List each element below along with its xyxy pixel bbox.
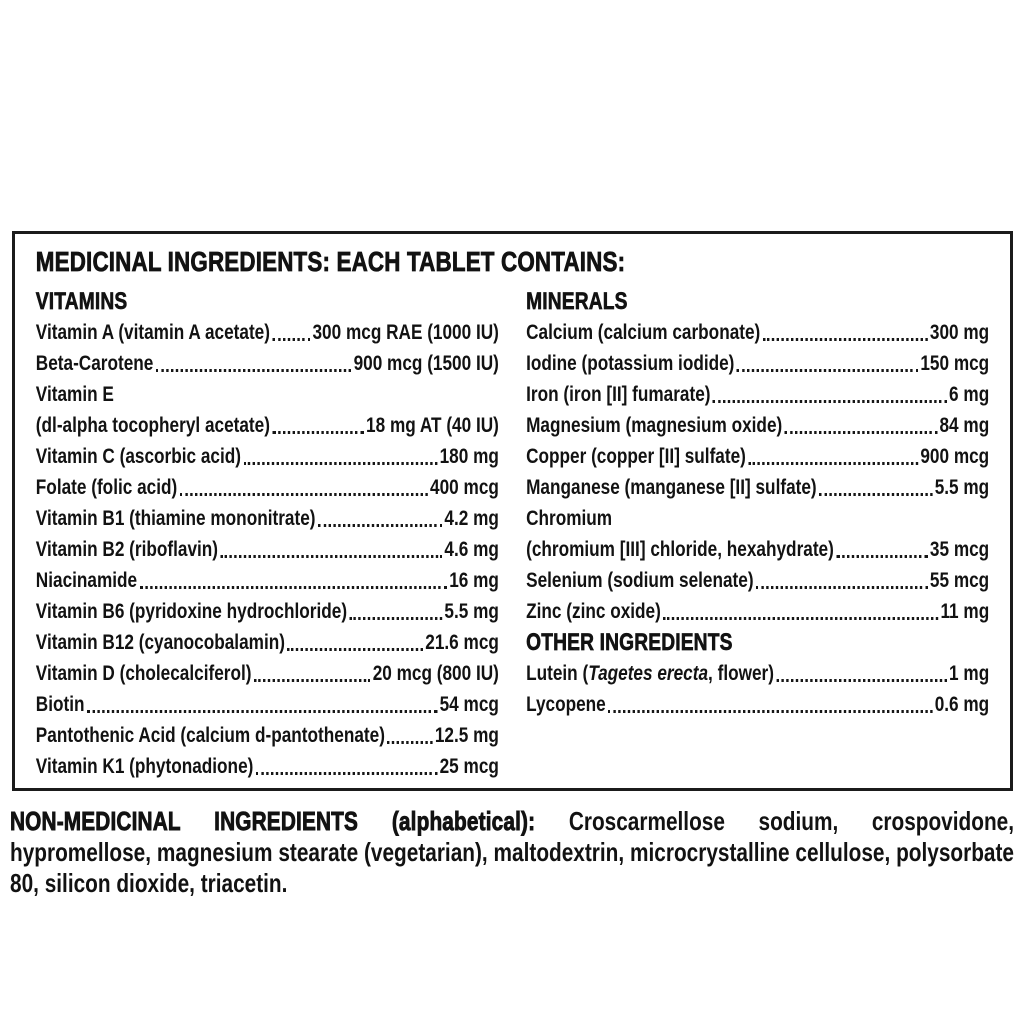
dot-leader bbox=[785, 431, 937, 434]
non-medicinal-heading: NON-MEDICINAL INGREDIENTS (alphabetical): bbox=[10, 806, 536, 836]
dot-leader bbox=[387, 741, 432, 744]
ingredient-name: Iodine (potassium iodide) bbox=[526, 351, 735, 375]
ingredient-amount: 4.2 mg bbox=[444, 506, 499, 530]
ingredient-row bbox=[526, 348, 989, 379]
ingredient-name: Selenium (sodium selenate) bbox=[526, 568, 754, 592]
ingredient-name: (chromium [III] chloride, hexahydrate) bbox=[526, 537, 834, 561]
vitamins-header: VITAMINS bbox=[35, 288, 128, 315]
other-ingredients-header: OTHER INGREDIENTS bbox=[526, 629, 733, 656]
ingredient-row bbox=[36, 317, 499, 348]
ingredient-name: Iron (iron [II] fumarate) bbox=[526, 382, 711, 406]
ingredient-amount: 35 mcg bbox=[929, 537, 990, 561]
ingredient-row bbox=[526, 534, 989, 565]
ingredient-row bbox=[36, 565, 499, 596]
ingredient-row bbox=[526, 379, 989, 410]
ingredient-amount: 150 mcg bbox=[920, 351, 990, 375]
ingredient-name: Folate (folic acid) bbox=[35, 475, 178, 499]
ingredient-row bbox=[526, 441, 989, 472]
ingredient-name: Vitamin B2 (riboflavin) bbox=[35, 537, 219, 561]
ingredient-amount: 54 mcg bbox=[439, 692, 499, 716]
ingredient-name: (dl-alpha tocopheryl acetate) bbox=[35, 413, 270, 437]
ingredient-amount: 6 mg bbox=[949, 382, 990, 406]
ingredient-name: Vitamin B1 (thiamine mononitrate) bbox=[35, 506, 316, 530]
ingredient-amount: 300 mcg RAE (1000 IU) bbox=[312, 320, 499, 344]
dot-leader bbox=[318, 524, 442, 527]
dot-leader bbox=[776, 679, 946, 682]
dot-leader bbox=[756, 586, 928, 589]
dot-leader bbox=[243, 462, 437, 465]
ingredient-amount: 180 mg bbox=[439, 444, 499, 468]
ingredient-name: Vitamin E bbox=[35, 382, 114, 406]
ingredient-row bbox=[36, 379, 499, 410]
ingredient-amount: 25 mcg bbox=[439, 754, 499, 778]
non-medicinal-text: Croscarmellose sodium, crospovidone, hypromellose, magnesium stearate (vegetarian), maltodextrin, microcrystalline cellulose, polysorbate 80, silicon dioxide, triacetin. bbox=[10, 806, 1014, 898]
dot-leader bbox=[256, 772, 437, 775]
dot-leader bbox=[713, 400, 947, 403]
ingredient-amount: 16 mg bbox=[449, 568, 499, 592]
ingredient-row bbox=[36, 627, 499, 658]
dot-leader bbox=[748, 462, 918, 465]
ingredient-amount: 0.6 mg bbox=[934, 692, 990, 716]
ingredient-name: Vitamin B6 (pyridoxine hydrochloride) bbox=[35, 599, 348, 623]
dot-leader bbox=[254, 679, 370, 682]
ingredient-amount: 4.6 mg bbox=[444, 537, 499, 561]
ingredient-amount: 20 mcg (800 IU) bbox=[372, 661, 499, 685]
ingredient-row bbox=[36, 751, 499, 782]
ingredient-name: Vitamin A (vitamin A acetate) bbox=[35, 320, 270, 344]
ingredient-row bbox=[36, 534, 499, 565]
ingredient-amount: 1 mg bbox=[949, 661, 990, 685]
column-vitamins bbox=[36, 286, 499, 782]
ingredient-amount: 400 mcg bbox=[430, 475, 499, 499]
ingredient-row bbox=[526, 565, 989, 596]
ingredient-amount: 900 mcg bbox=[920, 444, 990, 468]
ingredient-name: Manganese (manganese [II] sulfate) bbox=[526, 475, 817, 499]
ingredient-amount: 900 mcg (1500 IU) bbox=[353, 351, 499, 375]
ingredient-amount: 18 mg AT (40 IU) bbox=[366, 413, 499, 437]
ingredient-amount: 5.5 mg bbox=[934, 475, 990, 499]
ingredient-name: Niacinamide bbox=[35, 568, 138, 592]
ingredient-name: Beta-Carotene bbox=[35, 351, 154, 375]
ingredient-row bbox=[36, 658, 499, 689]
ingredient-name: Vitamin B12 (cyanocobalamin) bbox=[35, 630, 285, 654]
ingredient-name: Calcium (calcium carbonate) bbox=[526, 320, 761, 344]
ingredient-row bbox=[36, 503, 499, 534]
dot-leader bbox=[220, 555, 442, 558]
dot-leader bbox=[819, 493, 932, 496]
ingredient-row bbox=[36, 472, 499, 503]
ingredient-row bbox=[526, 689, 989, 720]
ingredient-amount: 300 mg bbox=[929, 320, 990, 344]
ingredient-name: Copper (copper [II] sulfate) bbox=[526, 444, 746, 468]
minerals-header: MINERALS bbox=[526, 288, 628, 315]
dot-leader bbox=[663, 617, 938, 620]
ingredient-row bbox=[36, 410, 499, 441]
ingredient-name: Magnesium (magnesium oxide) bbox=[526, 413, 783, 437]
ingredient-name: Vitamin K1 (phytonadione) bbox=[35, 754, 254, 778]
ingredient-name: Vitamin D (cholecalciferol) bbox=[35, 661, 252, 685]
dot-leader bbox=[608, 710, 932, 713]
ingredient-amount: 21.6 mcg bbox=[425, 630, 499, 654]
ingredient-name: Lutein (Tagetes erecta, flower) bbox=[526, 661, 774, 685]
ingredient-amount: 12.5 mg bbox=[434, 723, 499, 747]
dot-leader bbox=[87, 710, 437, 713]
ingredient-row bbox=[36, 596, 499, 627]
ingredient-row bbox=[36, 441, 499, 472]
dot-leader bbox=[272, 338, 310, 341]
ingredient-amount: 11 mg bbox=[940, 599, 990, 623]
ingredient-row bbox=[526, 472, 989, 503]
dot-leader bbox=[272, 431, 363, 434]
ingredient-row bbox=[36, 348, 499, 379]
dot-leader bbox=[156, 369, 351, 372]
ingredient-name: Vitamin C (ascorbic acid) bbox=[35, 444, 241, 468]
ingredient-name: Biotin bbox=[35, 692, 85, 716]
ingredient-row bbox=[36, 720, 499, 751]
dot-leader bbox=[180, 493, 428, 496]
dot-leader bbox=[140, 586, 447, 589]
column-minerals bbox=[526, 286, 989, 782]
medicinal-ingredients-panel bbox=[12, 231, 1013, 791]
ingredient-amount: 84 mg bbox=[939, 413, 990, 437]
ingredient-row bbox=[526, 410, 989, 441]
ingredient-amount: 5.5 mg bbox=[444, 599, 499, 623]
dot-leader bbox=[836, 555, 927, 558]
ingredient-row bbox=[526, 658, 989, 689]
dot-leader bbox=[737, 369, 918, 372]
ingredient-name: Pantothenic Acid (calcium d-pantothenate) bbox=[35, 723, 385, 747]
ingredient-name: Chromium bbox=[526, 506, 613, 530]
dot-leader bbox=[763, 338, 928, 341]
panel-title: MEDICINAL INGREDIENTS: EACH TABLET CONTAINS: bbox=[35, 246, 626, 277]
dot-leader bbox=[287, 648, 423, 651]
non-medicinal-section bbox=[10, 806, 1014, 899]
ingredient-row bbox=[526, 596, 989, 627]
dot-leader bbox=[349, 617, 442, 620]
ingredient-columns bbox=[36, 286, 989, 782]
ingredient-row bbox=[526, 317, 989, 348]
ingredient-row bbox=[526, 503, 989, 534]
ingredient-amount: 55 mcg bbox=[929, 568, 990, 592]
non-medicinal-paragraph bbox=[10, 806, 1014, 899]
ingredient-name: Lycopene bbox=[526, 692, 606, 716]
ingredient-row bbox=[36, 689, 499, 720]
ingredient-name: Zinc (zinc oxide) bbox=[526, 599, 661, 623]
panel-content bbox=[15, 234, 1010, 782]
